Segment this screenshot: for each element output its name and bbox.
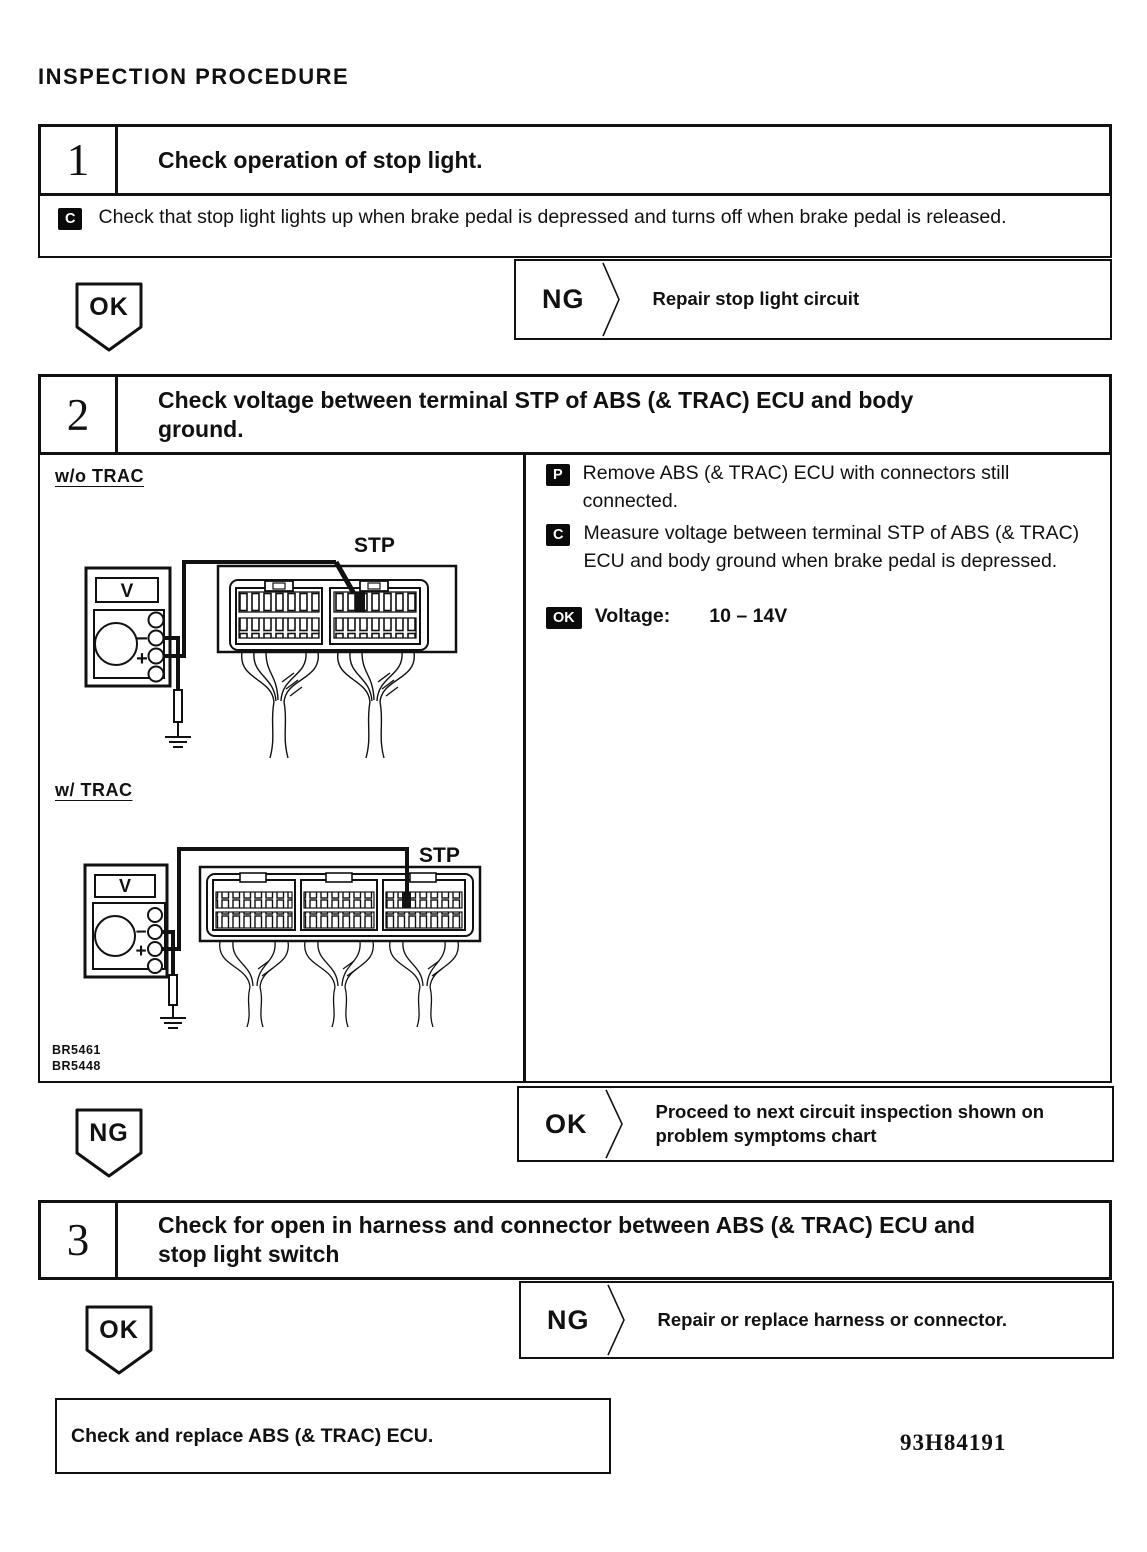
step-2-ng-connector (73, 1106, 145, 1180)
stp-pin (355, 592, 365, 612)
with-trac-label: w/ TRAC (55, 780, 133, 800)
step-3-ng-callout (519, 1281, 1114, 1359)
ng-label: NG (547, 1304, 590, 1335)
ok-label: OK (99, 1315, 139, 1344)
step-2-number: 2 (41, 377, 118, 452)
final-action-box (55, 1398, 611, 1474)
prepare-badge: P (546, 464, 570, 486)
ecu-connector-block (218, 566, 456, 652)
figure-codes (52, 1042, 101, 1075)
check-badge: C (58, 208, 82, 230)
step-2-title: Check voltage between terminal STP of ABS (& TRAC) ECU and body ground. (158, 386, 914, 442)
step-2-ok-action: Proceed to next circuit inspection shown on problem symptoms chart (655, 1100, 1045, 1146)
ecu-connector-block (200, 867, 480, 941)
column-divider (523, 455, 526, 1081)
final-action-text: Check and replace ABS (& TRAC) ECU. (71, 1424, 434, 1447)
voltmeter (86, 568, 170, 686)
check-badge: C (546, 524, 570, 546)
step-1-ok-connector (73, 280, 145, 354)
plus-terminal-label: + (136, 648, 148, 670)
step-1-number: 1 (41, 127, 118, 193)
step-1-instruction-row (38, 196, 1112, 258)
wire-harness (220, 941, 459, 1027)
wire-harness (242, 652, 415, 758)
diagram-with-trac (55, 835, 485, 1035)
ng-label: NG (542, 284, 585, 314)
step-1-ng-action: Repair stop light circuit (652, 288, 860, 310)
note-text: Measure voltage between terminal STP of ABS (& TRAC) ECU and body ground when brake pedal is depressed. (583, 522, 1080, 572)
page-title: INSPECTION PROCEDURE (38, 64, 350, 89)
step-3-header (38, 1200, 1112, 1280)
voltmeter-v-label: V (120, 581, 134, 602)
chevron-right-icon (601, 261, 623, 338)
spec-label: Voltage: (594, 605, 671, 627)
minus-terminal-label: − (136, 628, 148, 650)
ok-label: OK (89, 292, 129, 321)
chevron-right-icon (604, 1088, 626, 1160)
stp-pin (402, 892, 411, 908)
stp-terminal-label: STP (354, 534, 395, 557)
plus-terminal-label: + (135, 941, 147, 962)
step-3-title: Check for open in harness and connector between ABS (& TRAC) ECU and stop light switch (158, 1212, 976, 1267)
figure-code: BR5461 (52, 1043, 101, 1057)
step-2-note-prepare (546, 460, 1112, 515)
step-3-ok-connector (83, 1303, 155, 1377)
step-2-ok-callout (517, 1086, 1114, 1162)
step-3-ng-action: Repair or replace harness or connector. (657, 1308, 1008, 1330)
step-1-header (38, 124, 1112, 196)
step-1-ng-callout (514, 259, 1112, 340)
step-2-note-check (546, 520, 1112, 575)
step-1-title: Check operation of stop light. (158, 146, 483, 173)
document-code: 93H84191 (900, 1430, 1007, 1455)
diagram-without-trac (58, 532, 478, 764)
spec-value: 10 – 14V (709, 605, 788, 627)
voltmeter (85, 865, 167, 977)
stp-terminal-label: STP (419, 844, 460, 867)
step-2-note-spec (546, 603, 1112, 631)
without-trac-label: w/o TRAC (55, 466, 144, 486)
step-3-number: 3 (41, 1203, 118, 1277)
note-text: Remove ABS (& TRAC) ECU with connectors still connected. (582, 462, 1010, 512)
ok-badge: OK (546, 607, 582, 629)
minus-terminal-label: − (135, 922, 147, 943)
step-1-instruction-text: Check that stop light lights up when brake pedal is depressed and turns off when brake pedal is released. (98, 206, 1007, 228)
voltmeter-v-label: V (118, 876, 132, 896)
ng-label: NG (89, 1118, 129, 1147)
ok-label: OK (545, 1108, 588, 1139)
chevron-right-icon (606, 1283, 628, 1357)
step-2-header (38, 374, 1112, 455)
figure-code: BR5448 (52, 1059, 101, 1074)
